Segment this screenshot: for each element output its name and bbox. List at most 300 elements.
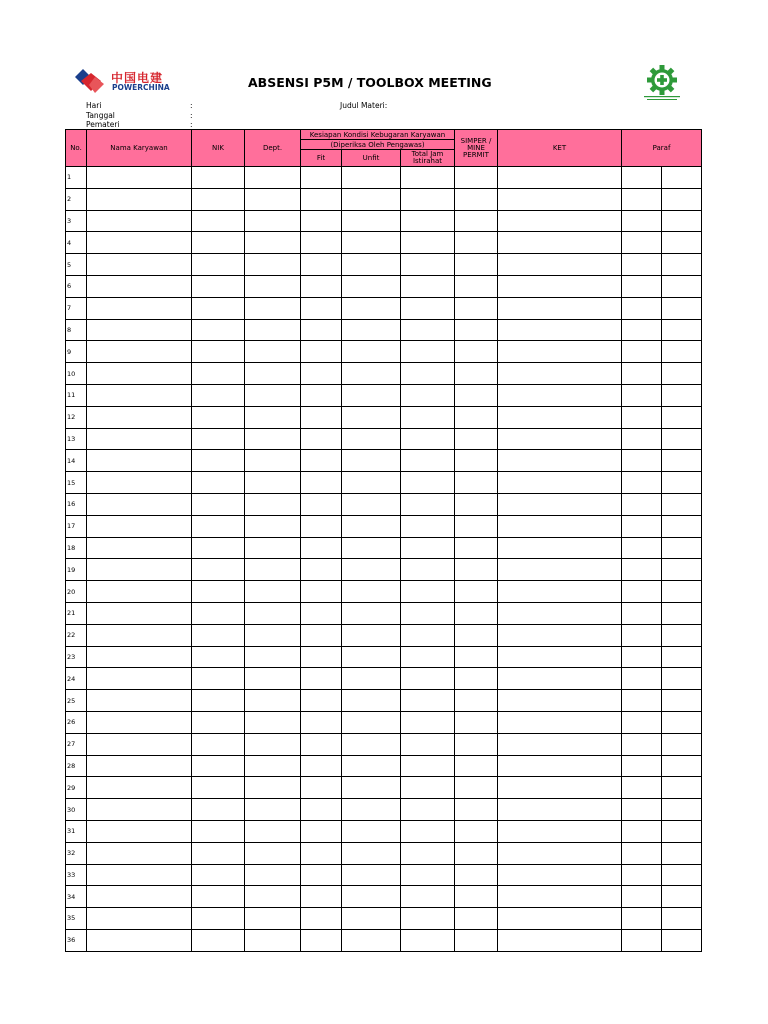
table-cell[interactable] <box>245 820 301 842</box>
table-cell[interactable] <box>401 929 455 951</box>
table-cell[interactable] <box>87 428 192 450</box>
table-cell[interactable] <box>662 232 702 254</box>
table-cell[interactable] <box>455 864 498 886</box>
table-cell[interactable] <box>455 515 498 537</box>
table-cell[interactable] <box>192 363 245 385</box>
table-cell[interactable] <box>498 515 622 537</box>
table-cell[interactable] <box>342 515 401 537</box>
table-cell[interactable] <box>192 711 245 733</box>
table-cell[interactable] <box>455 755 498 777</box>
table-cell[interactable] <box>192 210 245 232</box>
table-cell[interactable] <box>87 450 192 472</box>
table-cell[interactable] <box>455 842 498 864</box>
table-cell[interactable] <box>401 864 455 886</box>
table-cell[interactable] <box>622 319 662 341</box>
table-cell[interactable] <box>622 602 662 624</box>
table-cell[interactable] <box>87 493 192 515</box>
table-cell[interactable] <box>622 690 662 712</box>
table-cell[interactable] <box>498 864 622 886</box>
table-cell[interactable] <box>192 624 245 646</box>
table-cell[interactable] <box>301 341 342 363</box>
table-cell[interactable] <box>401 384 455 406</box>
table-cell[interactable] <box>622 559 662 581</box>
table-cell[interactable] <box>87 559 192 581</box>
table-cell[interactable] <box>301 711 342 733</box>
table-cell[interactable] <box>455 275 498 297</box>
table-cell[interactable] <box>498 908 622 930</box>
table-cell[interactable] <box>401 493 455 515</box>
table-cell[interactable] <box>662 733 702 755</box>
table-cell[interactable] <box>401 624 455 646</box>
table-cell[interactable] <box>342 363 401 385</box>
table-cell[interactable] <box>662 602 702 624</box>
table-cell[interactable] <box>87 406 192 428</box>
table-cell[interactable] <box>245 515 301 537</box>
table-cell[interactable] <box>401 690 455 712</box>
table-cell[interactable] <box>498 624 622 646</box>
table-cell[interactable] <box>301 493 342 515</box>
table-cell[interactable] <box>622 472 662 494</box>
table-cell[interactable] <box>301 581 342 603</box>
table-cell[interactable] <box>455 341 498 363</box>
table-cell[interactable] <box>622 886 662 908</box>
table-cell[interactable] <box>342 472 401 494</box>
table-cell[interactable] <box>342 624 401 646</box>
table-cell[interactable] <box>401 515 455 537</box>
table-cell[interactable] <box>622 929 662 951</box>
table-cell[interactable] <box>342 537 401 559</box>
table-cell[interactable] <box>87 232 192 254</box>
table-cell[interactable] <box>401 799 455 821</box>
table-cell[interactable] <box>455 559 498 581</box>
table-cell[interactable] <box>622 384 662 406</box>
table-cell[interactable] <box>192 690 245 712</box>
table-cell[interactable] <box>342 254 401 276</box>
table-cell[interactable] <box>498 319 622 341</box>
table-cell[interactable] <box>301 167 342 189</box>
table-cell[interactable] <box>342 188 401 210</box>
table-cell[interactable] <box>455 711 498 733</box>
table-cell[interactable] <box>192 406 245 428</box>
table-cell[interactable] <box>622 581 662 603</box>
table-cell[interactable] <box>401 472 455 494</box>
table-cell[interactable] <box>662 493 702 515</box>
table-cell[interactable] <box>192 842 245 864</box>
table-cell[interactable] <box>87 864 192 886</box>
table-cell[interactable] <box>662 537 702 559</box>
table-cell[interactable] <box>192 472 245 494</box>
table-cell[interactable] <box>662 275 702 297</box>
table-cell[interactable] <box>455 690 498 712</box>
table-cell[interactable] <box>87 777 192 799</box>
table-cell[interactable] <box>498 406 622 428</box>
table-cell[interactable] <box>192 929 245 951</box>
table-cell[interactable] <box>245 363 301 385</box>
table-cell[interactable] <box>301 646 342 668</box>
table-cell[interactable] <box>401 363 455 385</box>
table-cell[interactable] <box>622 908 662 930</box>
table-cell[interactable] <box>498 537 622 559</box>
table-cell[interactable] <box>192 384 245 406</box>
table-cell[interactable] <box>245 428 301 450</box>
table-cell[interactable] <box>245 319 301 341</box>
table-cell[interactable] <box>301 363 342 385</box>
table-cell[interactable] <box>192 515 245 537</box>
table-cell[interactable] <box>662 799 702 821</box>
table-cell[interactable] <box>245 799 301 821</box>
table-cell[interactable] <box>342 167 401 189</box>
table-cell[interactable] <box>662 908 702 930</box>
table-cell[interactable] <box>498 210 622 232</box>
table-cell[interactable] <box>342 602 401 624</box>
table-cell[interactable] <box>192 428 245 450</box>
table-cell[interactable] <box>455 493 498 515</box>
table-cell[interactable] <box>301 275 342 297</box>
table-cell[interactable] <box>301 668 342 690</box>
table-cell[interactable] <box>301 602 342 624</box>
table-cell[interactable] <box>87 799 192 821</box>
table-cell[interactable] <box>662 777 702 799</box>
table-cell[interactable] <box>622 232 662 254</box>
table-cell[interactable] <box>662 363 702 385</box>
table-cell[interactable] <box>622 777 662 799</box>
table-cell[interactable] <box>455 602 498 624</box>
table-cell[interactable] <box>87 646 192 668</box>
table-cell[interactable] <box>498 799 622 821</box>
table-cell[interactable] <box>87 929 192 951</box>
table-cell[interactable] <box>662 646 702 668</box>
table-cell[interactable] <box>498 886 622 908</box>
table-cell[interactable] <box>87 210 192 232</box>
table-cell[interactable] <box>342 733 401 755</box>
table-cell[interactable] <box>401 254 455 276</box>
table-cell[interactable] <box>301 820 342 842</box>
table-cell[interactable] <box>342 646 401 668</box>
table-cell[interactable] <box>498 384 622 406</box>
table-cell[interactable] <box>662 210 702 232</box>
table-cell[interactable] <box>301 624 342 646</box>
table-cell[interactable] <box>87 733 192 755</box>
table-cell[interactable] <box>87 755 192 777</box>
table-cell[interactable] <box>455 406 498 428</box>
table-cell[interactable] <box>87 188 192 210</box>
table-cell[interactable] <box>245 167 301 189</box>
table-cell[interactable] <box>622 275 662 297</box>
table-cell[interactable] <box>192 581 245 603</box>
table-cell[interactable] <box>662 472 702 494</box>
table-cell[interactable] <box>662 341 702 363</box>
table-cell[interactable] <box>342 450 401 472</box>
table-cell[interactable] <box>87 275 192 297</box>
table-cell[interactable] <box>245 733 301 755</box>
table-cell[interactable] <box>245 755 301 777</box>
table-cell[interactable] <box>498 929 622 951</box>
table-cell[interactable] <box>301 886 342 908</box>
table-cell[interactable] <box>301 406 342 428</box>
table-cell[interactable] <box>622 624 662 646</box>
table-cell[interactable] <box>245 450 301 472</box>
table-cell[interactable] <box>401 646 455 668</box>
table-cell[interactable] <box>662 668 702 690</box>
table-cell[interactable] <box>342 886 401 908</box>
table-cell[interactable] <box>401 842 455 864</box>
table-cell[interactable] <box>192 341 245 363</box>
table-cell[interactable] <box>192 188 245 210</box>
table-cell[interactable] <box>342 799 401 821</box>
table-cell[interactable] <box>622 188 662 210</box>
table-cell[interactable] <box>245 254 301 276</box>
table-cell[interactable] <box>455 777 498 799</box>
table-cell[interactable] <box>622 493 662 515</box>
table-cell[interactable] <box>301 777 342 799</box>
table-cell[interactable] <box>622 297 662 319</box>
table-cell[interactable] <box>401 450 455 472</box>
table-cell[interactable] <box>401 908 455 930</box>
table-cell[interactable] <box>455 319 498 341</box>
table-cell[interactable] <box>245 690 301 712</box>
table-cell[interactable] <box>498 733 622 755</box>
table-cell[interactable] <box>401 886 455 908</box>
table-cell[interactable] <box>301 908 342 930</box>
table-cell[interactable] <box>87 167 192 189</box>
table-cell[interactable] <box>498 690 622 712</box>
table-cell[interactable] <box>87 820 192 842</box>
table-cell[interactable] <box>662 886 702 908</box>
table-cell[interactable] <box>342 581 401 603</box>
table-cell[interactable] <box>662 406 702 428</box>
table-cell[interactable] <box>301 755 342 777</box>
table-cell[interactable] <box>342 929 401 951</box>
table-cell[interactable] <box>342 406 401 428</box>
table-cell[interactable] <box>455 929 498 951</box>
table-cell[interactable] <box>662 167 702 189</box>
table-cell[interactable] <box>498 602 622 624</box>
table-cell[interactable] <box>87 624 192 646</box>
table-cell[interactable] <box>342 319 401 341</box>
table-cell[interactable] <box>622 668 662 690</box>
table-cell[interactable] <box>455 232 498 254</box>
table-cell[interactable] <box>301 319 342 341</box>
table-cell[interactable] <box>622 820 662 842</box>
table-cell[interactable] <box>498 297 622 319</box>
table-cell[interactable] <box>342 341 401 363</box>
table-cell[interactable] <box>87 472 192 494</box>
table-cell[interactable] <box>455 297 498 319</box>
table-cell[interactable] <box>455 886 498 908</box>
table-cell[interactable] <box>401 188 455 210</box>
table-cell[interactable] <box>342 777 401 799</box>
table-cell[interactable] <box>301 537 342 559</box>
table-cell[interactable] <box>662 515 702 537</box>
table-cell[interactable] <box>192 908 245 930</box>
table-cell[interactable] <box>455 254 498 276</box>
table-cell[interactable] <box>498 167 622 189</box>
table-cell[interactable] <box>245 537 301 559</box>
table-cell[interactable] <box>401 428 455 450</box>
table-cell[interactable] <box>455 646 498 668</box>
table-cell[interactable] <box>662 559 702 581</box>
table-cell[interactable] <box>192 254 245 276</box>
table-cell[interactable] <box>87 319 192 341</box>
table-cell[interactable] <box>455 733 498 755</box>
table-cell[interactable] <box>622 799 662 821</box>
table-cell[interactable] <box>622 864 662 886</box>
table-cell[interactable] <box>192 864 245 886</box>
table-cell[interactable] <box>301 254 342 276</box>
table-cell[interactable] <box>245 711 301 733</box>
table-cell[interactable] <box>498 493 622 515</box>
table-cell[interactable] <box>401 711 455 733</box>
table-cell[interactable] <box>622 646 662 668</box>
table-cell[interactable] <box>245 210 301 232</box>
table-cell[interactable] <box>342 668 401 690</box>
table-cell[interactable] <box>301 384 342 406</box>
table-cell[interactable] <box>622 537 662 559</box>
table-cell[interactable] <box>622 210 662 232</box>
table-cell[interactable] <box>498 755 622 777</box>
table-cell[interactable] <box>498 428 622 450</box>
table-cell[interactable] <box>455 799 498 821</box>
table-cell[interactable] <box>301 428 342 450</box>
table-cell[interactable] <box>87 384 192 406</box>
table-cell[interactable] <box>662 864 702 886</box>
table-cell[interactable] <box>192 668 245 690</box>
table-cell[interactable] <box>87 908 192 930</box>
table-cell[interactable] <box>192 537 245 559</box>
table-cell[interactable] <box>401 210 455 232</box>
table-cell[interactable] <box>245 624 301 646</box>
table-cell[interactable] <box>455 472 498 494</box>
table-cell[interactable] <box>192 733 245 755</box>
table-cell[interactable] <box>498 581 622 603</box>
table-cell[interactable] <box>342 210 401 232</box>
table-cell[interactable] <box>87 886 192 908</box>
table-cell[interactable] <box>342 232 401 254</box>
table-cell[interactable] <box>245 886 301 908</box>
table-cell[interactable] <box>455 624 498 646</box>
table-cell[interactable] <box>498 341 622 363</box>
table-cell[interactable] <box>622 341 662 363</box>
table-cell[interactable] <box>87 602 192 624</box>
table-cell[interactable] <box>87 581 192 603</box>
table-cell[interactable] <box>245 188 301 210</box>
table-cell[interactable] <box>498 363 622 385</box>
table-cell[interactable] <box>301 515 342 537</box>
table-cell[interactable] <box>401 820 455 842</box>
table-cell[interactable] <box>245 777 301 799</box>
table-cell[interactable] <box>245 297 301 319</box>
table-cell[interactable] <box>662 842 702 864</box>
table-cell[interactable] <box>662 384 702 406</box>
table-cell[interactable] <box>342 428 401 450</box>
table-cell[interactable] <box>301 297 342 319</box>
table-cell[interactable] <box>192 799 245 821</box>
table-cell[interactable] <box>455 908 498 930</box>
table-cell[interactable] <box>342 690 401 712</box>
table-cell[interactable] <box>245 908 301 930</box>
table-cell[interactable] <box>301 188 342 210</box>
table-cell[interactable] <box>245 493 301 515</box>
table-cell[interactable] <box>622 733 662 755</box>
table-cell[interactable] <box>662 929 702 951</box>
table-cell[interactable] <box>245 668 301 690</box>
table-cell[interactable] <box>245 864 301 886</box>
table-cell[interactable] <box>342 559 401 581</box>
table-cell[interactable] <box>455 537 498 559</box>
table-cell[interactable] <box>455 820 498 842</box>
table-cell[interactable] <box>342 820 401 842</box>
table-cell[interactable] <box>192 493 245 515</box>
table-cell[interactable] <box>455 428 498 450</box>
table-cell[interactable] <box>401 297 455 319</box>
table-cell[interactable] <box>401 777 455 799</box>
table-cell[interactable] <box>498 668 622 690</box>
table-cell[interactable] <box>622 428 662 450</box>
table-cell[interactable] <box>245 406 301 428</box>
table-cell[interactable] <box>301 799 342 821</box>
table-cell[interactable] <box>455 668 498 690</box>
table-cell[interactable] <box>622 450 662 472</box>
table-cell[interactable] <box>301 210 342 232</box>
table-cell[interactable] <box>87 341 192 363</box>
table-cell[interactable] <box>342 864 401 886</box>
table-cell[interactable] <box>455 210 498 232</box>
table-cell[interactable] <box>342 755 401 777</box>
table-cell[interactable] <box>192 232 245 254</box>
table-cell[interactable] <box>245 559 301 581</box>
table-cell[interactable] <box>192 275 245 297</box>
table-cell[interactable] <box>87 711 192 733</box>
table-cell[interactable] <box>662 820 702 842</box>
table-cell[interactable] <box>622 167 662 189</box>
table-cell[interactable] <box>342 908 401 930</box>
table-cell[interactable] <box>622 406 662 428</box>
table-cell[interactable] <box>662 581 702 603</box>
table-cell[interactable] <box>622 711 662 733</box>
table-cell[interactable] <box>87 842 192 864</box>
table-cell[interactable] <box>401 232 455 254</box>
table-cell[interactable] <box>455 167 498 189</box>
table-cell[interactable] <box>342 275 401 297</box>
table-cell[interactable] <box>622 254 662 276</box>
table-cell[interactable] <box>245 275 301 297</box>
table-cell[interactable] <box>301 232 342 254</box>
table-cell[interactable] <box>498 254 622 276</box>
table-cell[interactable] <box>87 668 192 690</box>
table-cell[interactable] <box>455 188 498 210</box>
table-cell[interactable] <box>455 450 498 472</box>
table-cell[interactable] <box>192 319 245 341</box>
table-cell[interactable] <box>622 755 662 777</box>
table-cell[interactable] <box>662 319 702 341</box>
table-cell[interactable] <box>192 297 245 319</box>
table-cell[interactable] <box>662 188 702 210</box>
table-cell[interactable] <box>87 690 192 712</box>
table-cell[interactable] <box>401 319 455 341</box>
table-cell[interactable] <box>245 384 301 406</box>
table-cell[interactable] <box>498 472 622 494</box>
table-cell[interactable] <box>455 384 498 406</box>
table-cell[interactable] <box>301 864 342 886</box>
table-cell[interactable] <box>342 384 401 406</box>
table-cell[interactable] <box>192 450 245 472</box>
table-cell[interactable] <box>245 341 301 363</box>
table-cell[interactable] <box>401 167 455 189</box>
table-cell[interactable] <box>662 711 702 733</box>
table-cell[interactable] <box>498 232 622 254</box>
table-cell[interactable] <box>662 428 702 450</box>
table-cell[interactable] <box>455 363 498 385</box>
